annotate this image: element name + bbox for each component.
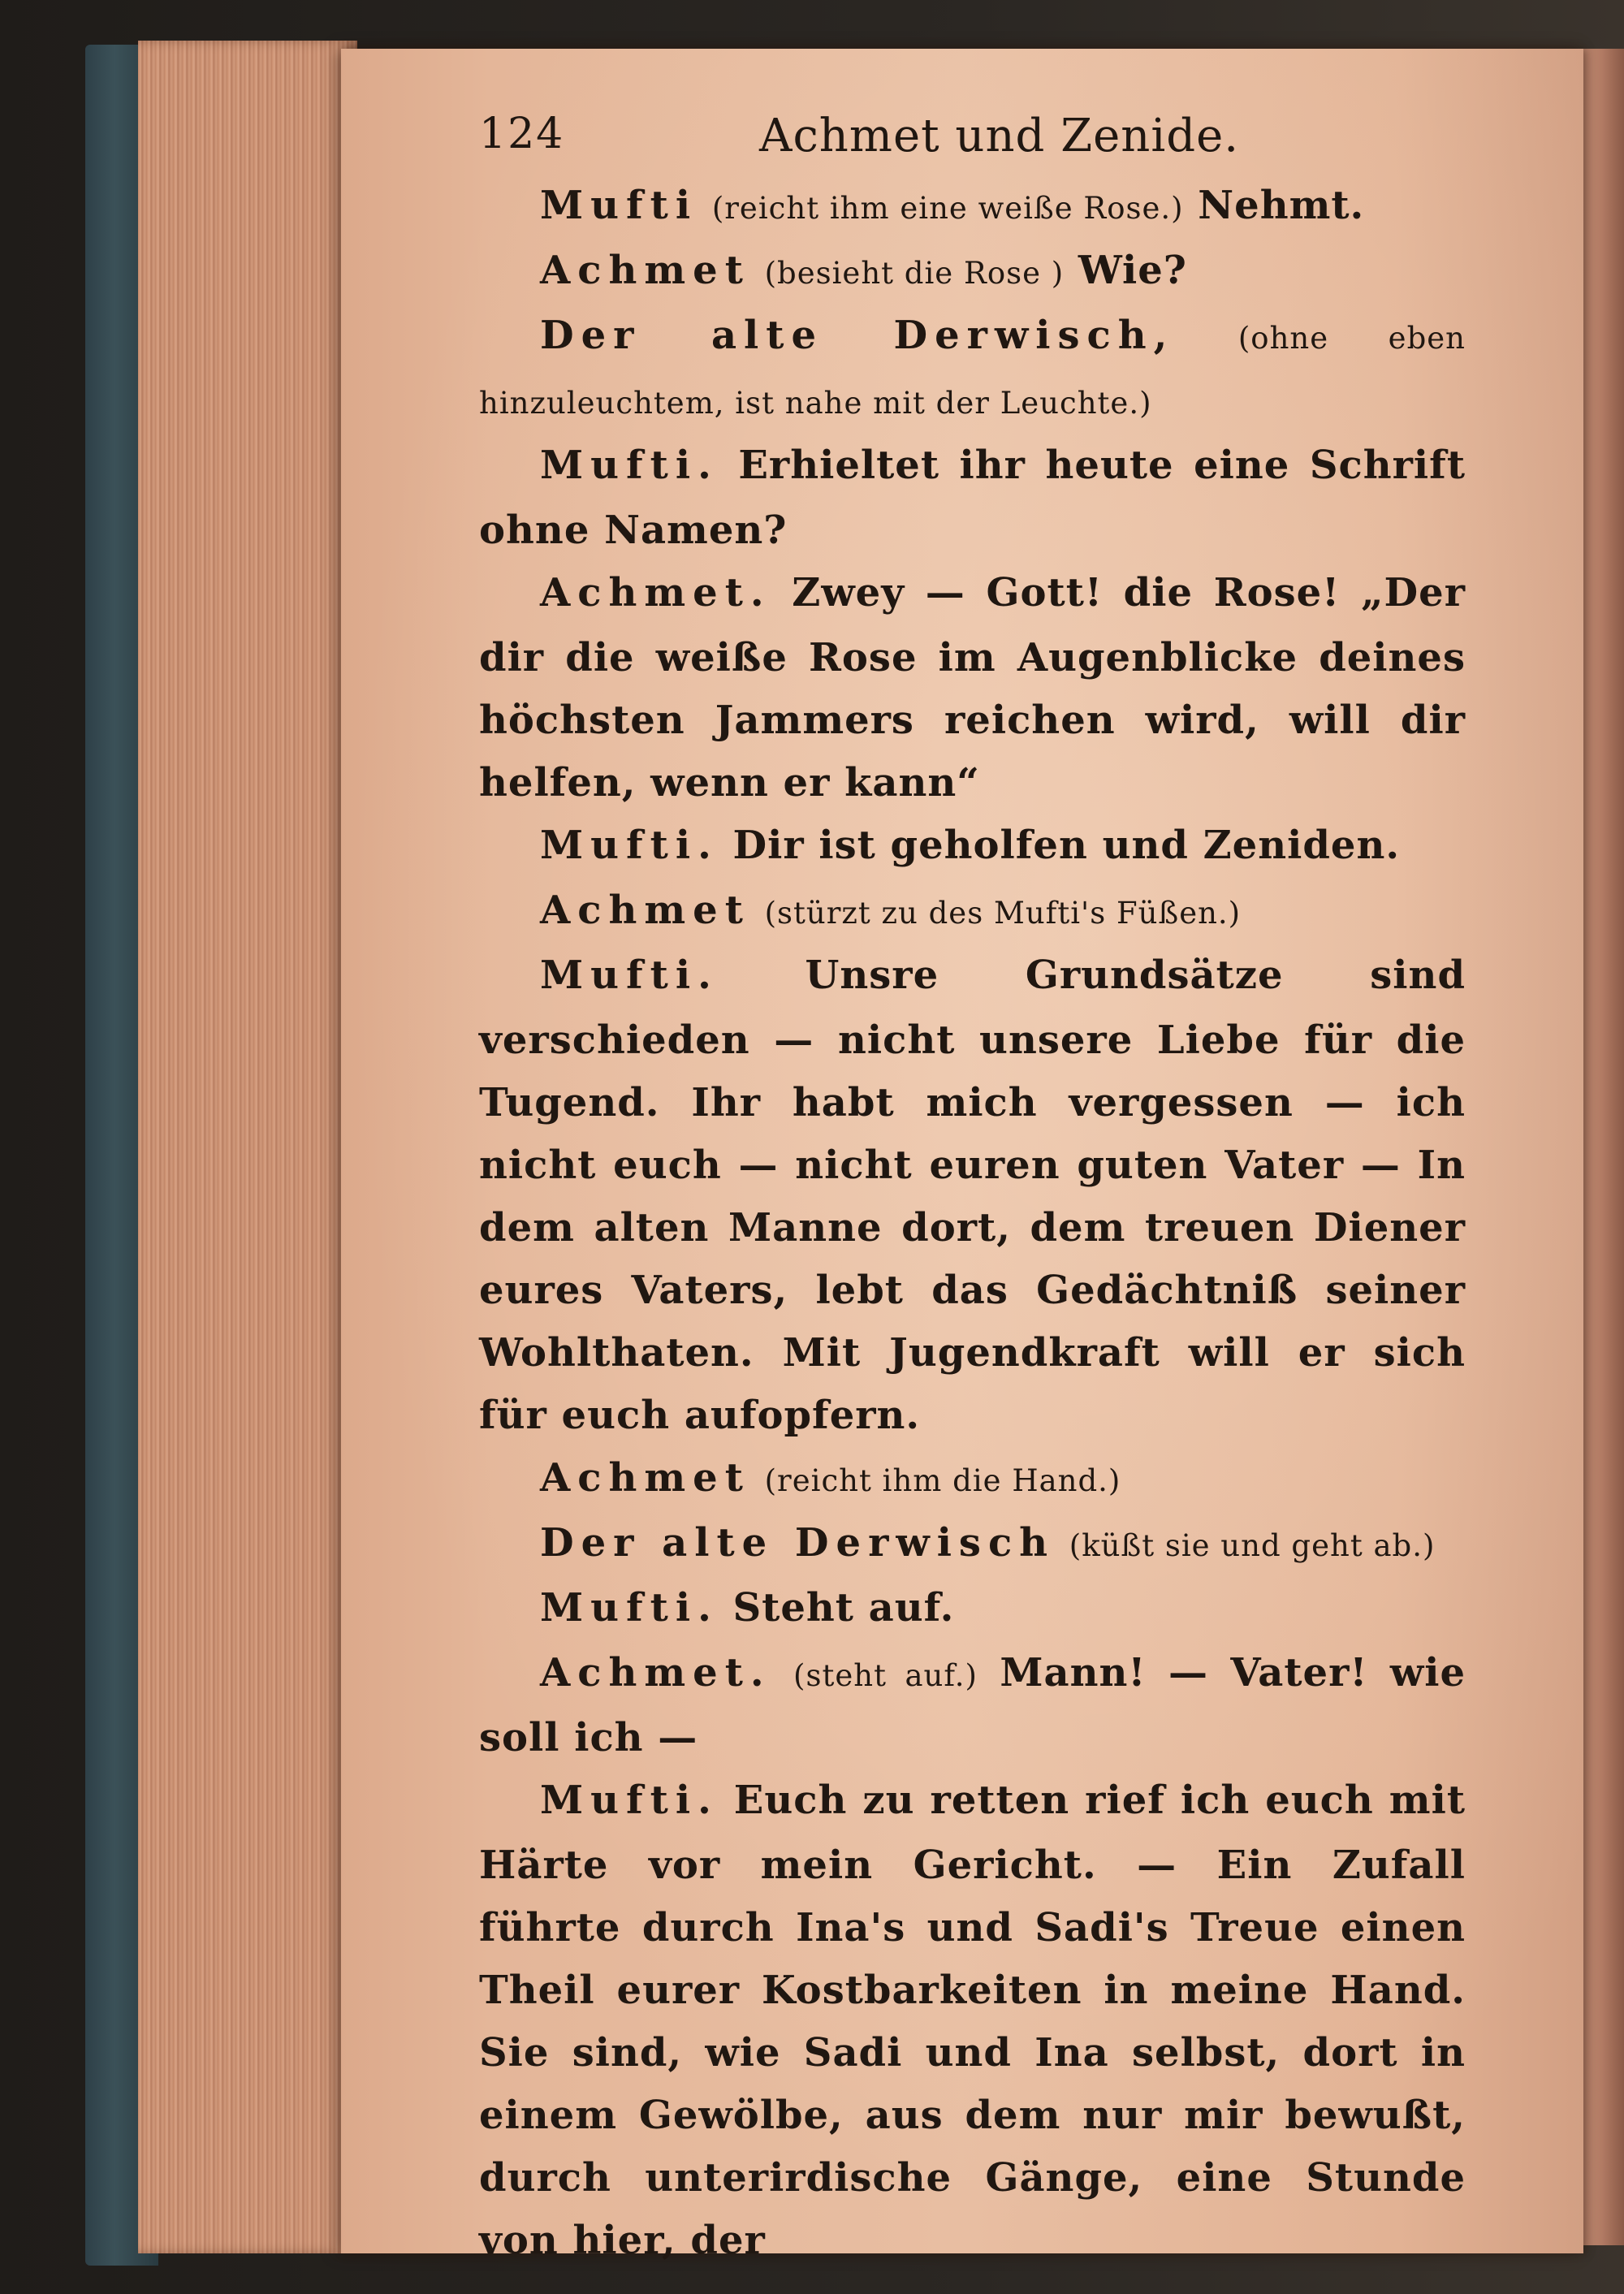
speaker-name: Achmet: [540, 1455, 750, 1501]
speaker-name: Der alte Derwisch: [540, 1520, 1056, 1566]
paragraph: [479, 434, 1466, 562]
speaker-name: Achmet.: [540, 570, 771, 616]
paragraph: [479, 1642, 1466, 1769]
dialogue-text: Euch zu retten rief ich euch mit Härte vor mein Gericht. — Ein Zufall führte durch Ina's und Sadi's Treue einen Theil eurer Kostbarkeiten in meine Hand. Sie sind, wie Sadi und Ina selbst, dort in einem Gewölbe, aus dem nur mir bewußt, durch unterirdische Gänge, eine Stunde von hier, der: [479, 1778, 1466, 2263]
paragraph: [479, 1577, 1466, 1642]
speaker-name: Achmet: [540, 888, 750, 933]
stage-direction: (ohne eben hinzuleuchtem, ist nahe mit der Leuchte.): [479, 321, 1466, 421]
paragraph: [479, 1447, 1466, 1512]
book-page: [341, 49, 1583, 2263]
speaker-name: Mufti.: [540, 953, 719, 998]
stage-direction: (küßt sie und geht ab.): [1069, 1528, 1436, 1563]
dialogue-text: Dir ist geholfen und Zeniden.: [732, 823, 1401, 868]
page-number: 124: [479, 110, 565, 158]
dialogue-text: Steht auf.: [732, 1585, 955, 1631]
speaker-name: Mufti.: [540, 1585, 719, 1631]
paragraph: [479, 944, 1466, 1447]
paragraph: [479, 1769, 1466, 2272]
book-cover-right: [1579, 49, 1624, 2245]
stage-direction: (stürzt zu des Mufti's Füßen.): [764, 896, 1242, 931]
speaker-name: Mufti.: [540, 443, 719, 488]
speaker-name: Achmet.: [540, 1650, 771, 1696]
dialogue-text: Erhieltet ihr heute eine Schrift ohne Namen?: [479, 443, 1466, 553]
dialogue-text: Zwey — Gott! die Rose! „Der dir die weiße Rose im Augenblicke deines höchsten Jammers reichen wird, will dir helfen, wenn er kann“: [479, 570, 1466, 806]
paragraph: [479, 814, 1466, 879]
dialogue-text: Nehmt.: [1198, 183, 1365, 228]
paragraph: [479, 1512, 1466, 1577]
dialogue-text: Unsre Grundsätze sind verschieden — nicht unsere Liebe für die Tugend. Ihr habt mich vergessen — ich nicht euch — nicht euren guten Vater — In dem alten Manne dort, dem treuen Diener eures Vaters, lebt das Gedächtniß seiner Wohlthaten. Mit Jugendkraft will er sich für euch aufopfern.: [479, 953, 1466, 1438]
dialogue-text: Mann! — Vater! wie soll ich —: [479, 1650, 1466, 1760]
paragraph: [479, 175, 1466, 240]
stage-direction: (steht auf.): [793, 1658, 978, 1693]
speaker-name: Der alte Derwisch,: [540, 313, 1175, 358]
stage-direction: (reicht ihm die Hand.): [764, 1463, 1121, 1498]
running-title: Achmet und Zenide.: [759, 110, 1240, 162]
text-body: [479, 175, 1466, 2272]
stage-direction: (reicht ihm eine weiße Rose.): [711, 191, 1184, 226]
stage-direction: (besieht die Rose ): [764, 256, 1065, 291]
speaker-name: Mufti.: [540, 1778, 719, 1823]
page-edges: [138, 41, 357, 2253]
paragraph: [479, 240, 1466, 305]
page-content: [479, 85, 1466, 2272]
dialogue-text: Wie?: [1078, 248, 1187, 293]
speaker-name: Mufti: [540, 183, 698, 228]
page-header: [479, 85, 1466, 175]
speaker-name: Achmet: [540, 248, 750, 293]
speaker-name: Mufti.: [540, 823, 719, 868]
paragraph: [479, 305, 1466, 434]
paragraph: [479, 562, 1466, 814]
paragraph: [479, 879, 1466, 944]
